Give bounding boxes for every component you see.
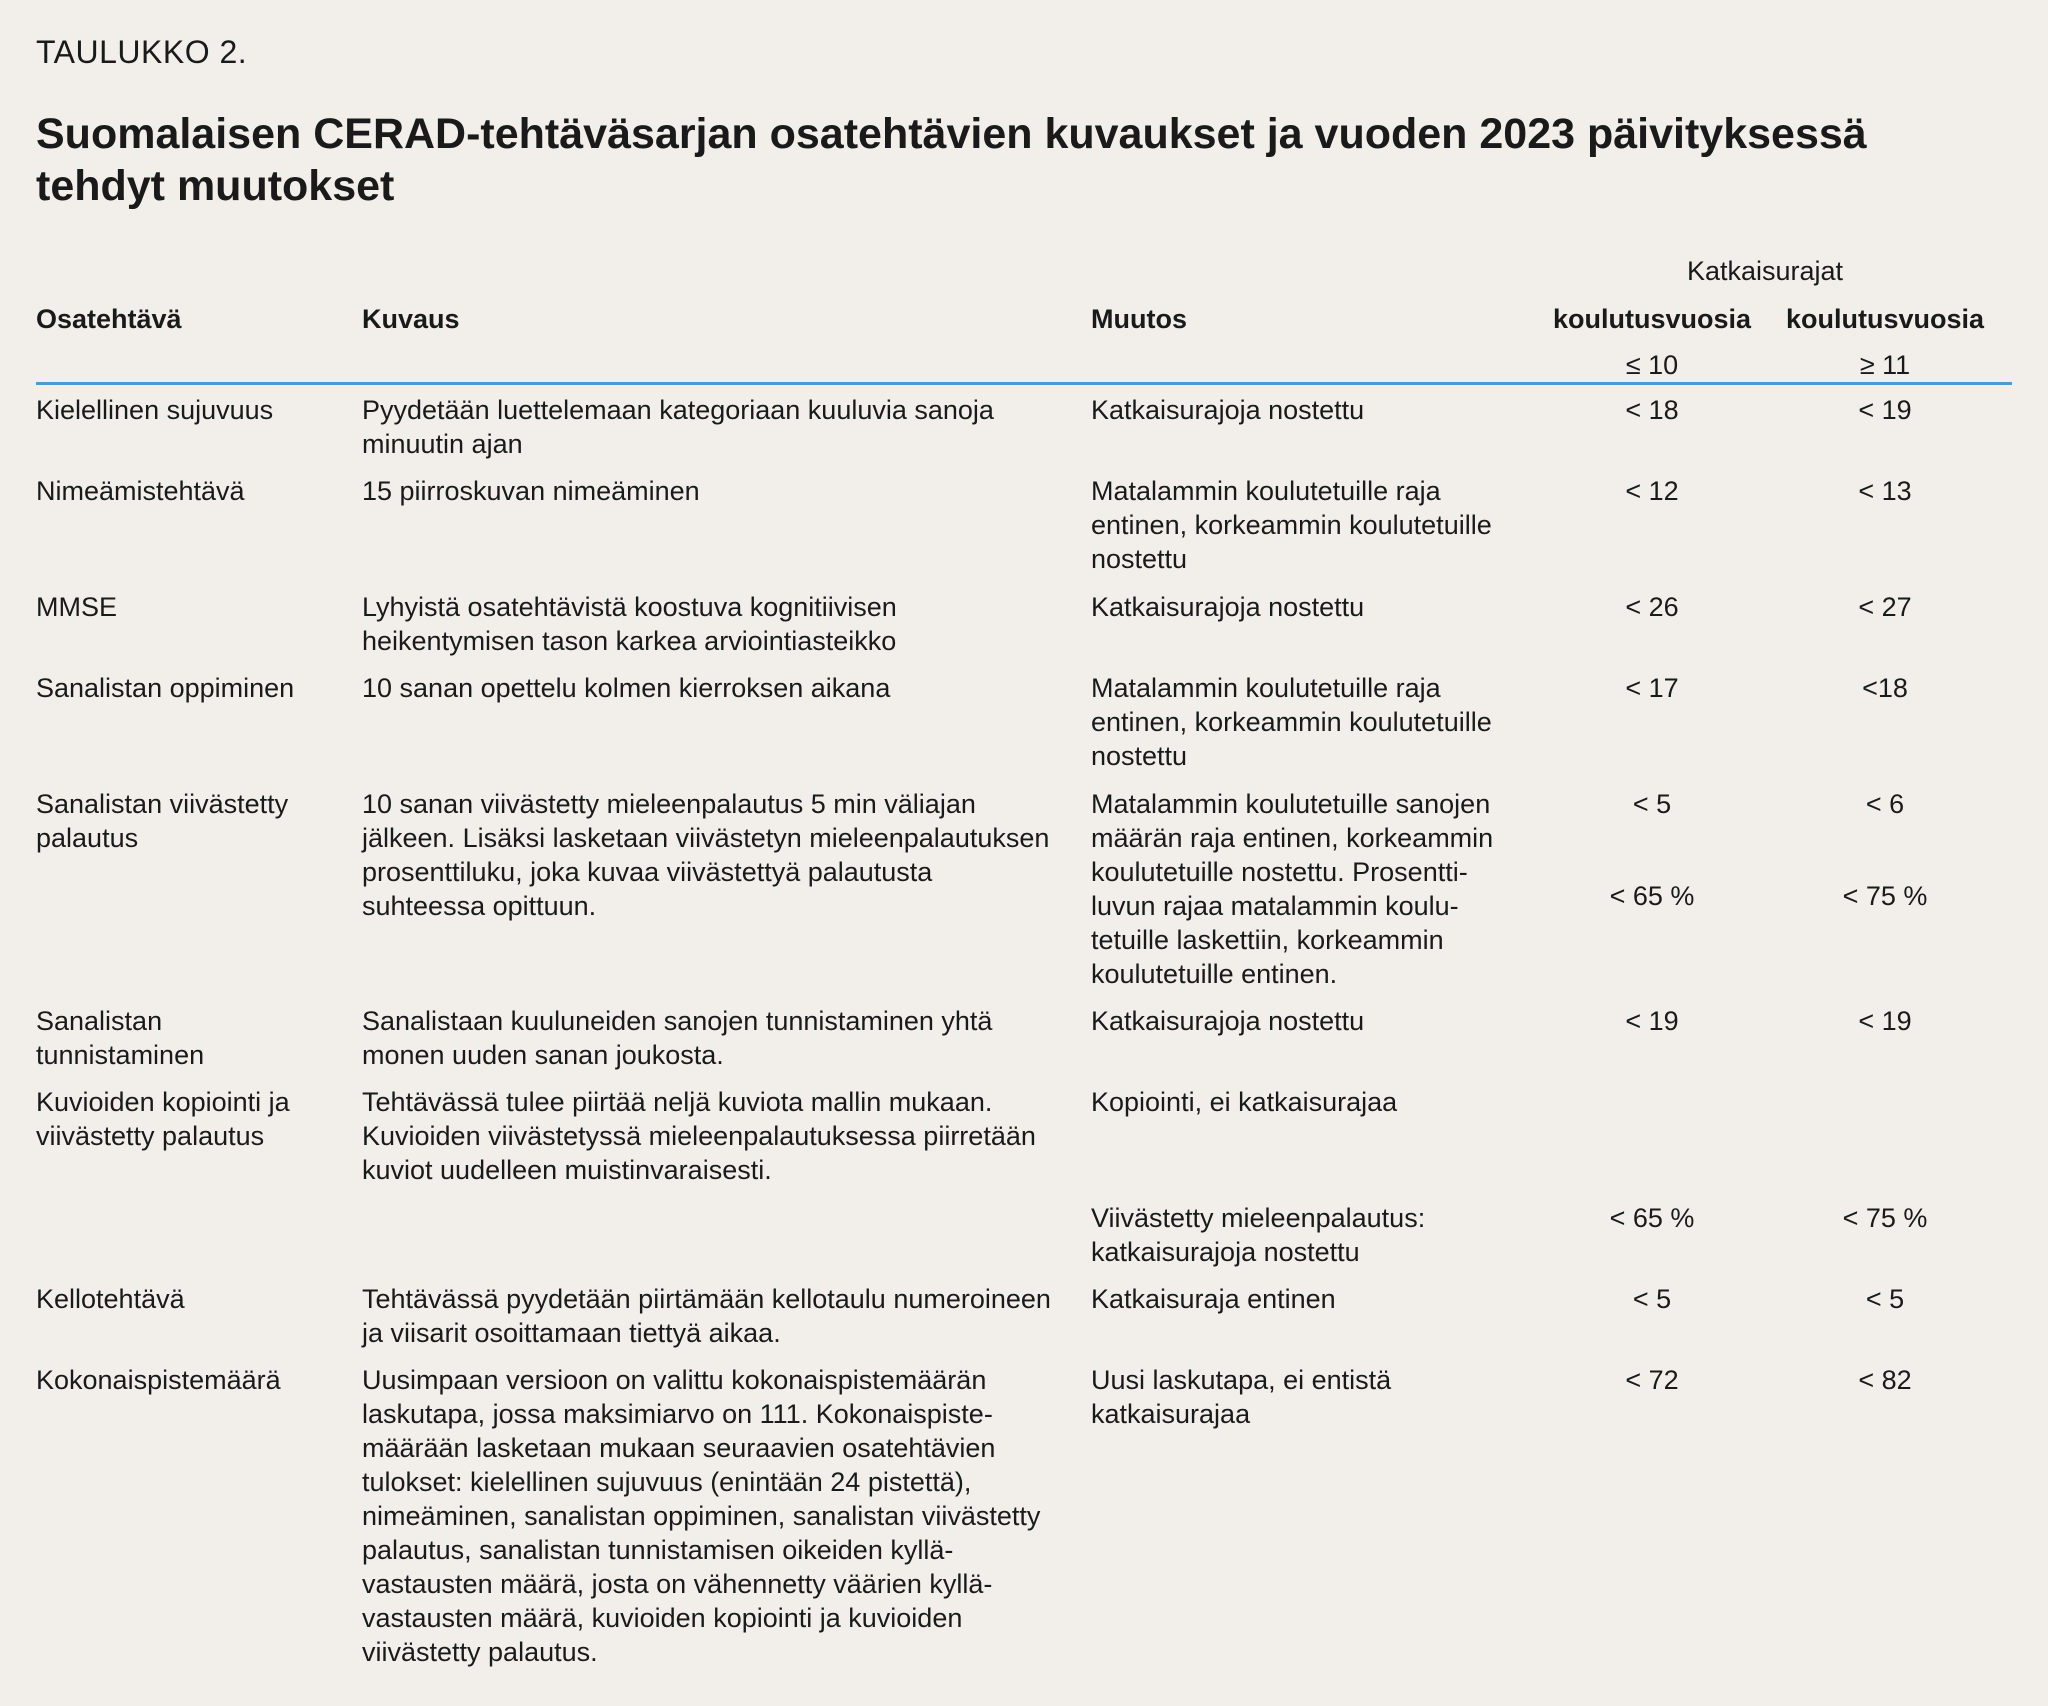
cell-muutos: Matalammin koulutetuille raja entinen, korkeammin koulutetuille nostettu — [1091, 476, 1492, 574]
cell-osatehtava: Kokonaispistemäärä — [36, 1365, 281, 1395]
cell-osatehtava: Sanalistan viivästetty palautus — [36, 789, 289, 853]
cell-raja-b: < 13 — [1858, 476, 1912, 506]
cell-osatehtava: Kuvioiden kopiointi ja viivästetty palautus — [36, 1087, 290, 1151]
cell-muutos: Katkaisurajoja nostettu — [1091, 592, 1365, 622]
cell-muutos: Matalammin koulutetuille sanojen määrän raja entinen, korkeammin koulutetuille nostettu. Prosentti-luvun rajaa matalammin koulu-tetuille laskettiin, korkeammin koulutetuille entinen. — [1091, 789, 1494, 989]
cell-raja-b: <18 — [1862, 673, 1908, 703]
table-title: Suomalaisen CERAD-tehtäväsarjan osatehtävien kuvaukset ja vuoden 2023 päivityksessä tehdyt muutokset — [36, 110, 1867, 210]
header-col-a-range: ≤ 10 — [1625, 350, 1679, 380]
cell-muutos: Katkaisuraja entinen — [1091, 1284, 1336, 1314]
cell-raja-b: < 5 — [1865, 1284, 1905, 1314]
cell-kuvaus: Uusimpaan versioon on valittu kokonaispistemäärän laskutapa, jossa maksimiarvo on 111. Kokonaispiste-määrään lasketaan mukaan seuraavien osatehtävien tulokset: kielellinen sujuvuus (enintään 24 pistettä), nimeäminen, sanalistan oppiminen, sanalistan viivästetty palautus, sanalistan tunnistamisen oikeiden kyllä-vastausten määrä, josta on vähennetty väärien kyllä-vastausten määrä, kuvioiden kopiointi ja kuvioiden viivästetty palautus. — [362, 1365, 1041, 1667]
cell-raja-a: < 65 % — [1609, 1203, 1695, 1233]
cell-raja-a-percent: < 65 % — [1609, 881, 1695, 911]
header-osatehtava: Osatehtävä — [36, 304, 182, 334]
cell-osatehtava: Nimeämistehtävä — [36, 476, 245, 506]
header-col-a: koulutusvuosia — [1552, 304, 1752, 334]
cell-osatehtava: MMSE — [36, 592, 117, 622]
cell-muutos: Viivästetty mieleenpalautus: katkaisurajoja nostettu — [1091, 1203, 1426, 1267]
cell-kuvaus: Lyhyistä osatehtävistä koostuva kognitiivisen heikentymisen tason karkea arviointiasteikko — [362, 592, 897, 656]
cell-muutos: Katkaisurajoja nostettu — [1091, 395, 1365, 425]
cell-muutos: Uusi laskutapa, ei entistä katkaisurajaa — [1091, 1365, 1392, 1429]
cell-osatehtava: Kielellinen sujuvuus — [36, 395, 274, 425]
cell-osatehtava: Sanalistan tunnistaminen — [36, 1006, 205, 1070]
cell-raja-b: < 19 — [1858, 1006, 1912, 1036]
header-col-b-range: ≥ 11 — [1859, 350, 1911, 380]
cell-kuvaus: 10 sanan opettelu kolmen kierroksen aikana — [362, 673, 891, 703]
cell-kuvaus: Pyydetään luettelemaan kategoriaan kuuluvia sanoja minuutin ajan — [362, 395, 994, 459]
header-kuvaus: Kuvaus — [362, 304, 460, 334]
cell-muutos: Matalammin koulutetuille raja entinen, korkeammin koulutetuille nostettu — [1091, 673, 1492, 771]
cell-kuvaus: Sanalistaan kuuluneiden sanojen tunnistaminen yhtä monen uuden sanan joukosta. — [362, 1006, 993, 1070]
cell-raja-a: < 26 — [1625, 592, 1679, 622]
header-col-b: koulutusvuosia — [1785, 304, 1985, 334]
cell-osatehtava: Kellotehtävä — [36, 1284, 185, 1314]
cell-raja-a: < 5 — [1632, 1284, 1672, 1314]
header-katkaisurajat: Katkaisurajat — [1686, 256, 1844, 286]
cell-kuvaus: Tehtävässä tulee piirtää neljä kuviota mallin mukaan. Kuvioiden viivästetyssä mieleenpalautuksessa piirretään kuviot uudelleen muistinvaraisesti. — [362, 1087, 1036, 1185]
cell-raja-a: < 17 — [1625, 673, 1679, 703]
cell-raja-a: < 5 — [1632, 789, 1672, 819]
cell-raja-b: < 27 — [1858, 592, 1912, 622]
cell-kuvaus: 10 sanan viivästetty mieleenpalautus 5 min väliajan jälkeen. Lisäksi lasketaan viivästetyn mieleenpalautuksen prosenttiluku, joka kuvaa viivästettyä palautusta suhteessa opittuun. — [362, 789, 1050, 921]
cell-raja-b-percent: < 75 % — [1842, 881, 1928, 911]
table-label: TAULUKKO 2. — [36, 34, 248, 70]
cell-muutos: Kopiointi, ei katkaisurajaa — [1091, 1087, 1398, 1117]
cell-raja-b: < 6 — [1865, 789, 1905, 819]
cell-kuvaus: 15 piirroskuvan nimeäminen — [362, 476, 700, 506]
header-divider — [36, 382, 2012, 385]
cell-raja-a: < 18 — [1625, 395, 1679, 425]
cell-kuvaus: Tehtävässä pyydetään piirtämään kellotaulu numeroineen ja viisarit osoittamaan tiettyä aikaa. — [362, 1284, 1051, 1348]
cell-muutos: Katkaisurajoja nostettu — [1091, 1006, 1365, 1036]
cell-raja-a: < 12 — [1625, 476, 1679, 506]
cell-raja-b: < 82 — [1858, 1365, 1912, 1395]
cell-raja-b: < 75 % — [1842, 1203, 1928, 1233]
cell-raja-b: < 19 — [1858, 395, 1912, 425]
header-muutos: Muutos — [1091, 304, 1187, 334]
cell-raja-a: < 72 — [1625, 1365, 1679, 1395]
cell-raja-a: < 19 — [1625, 1006, 1679, 1036]
cell-osatehtava: Sanalistan oppiminen — [36, 673, 295, 703]
